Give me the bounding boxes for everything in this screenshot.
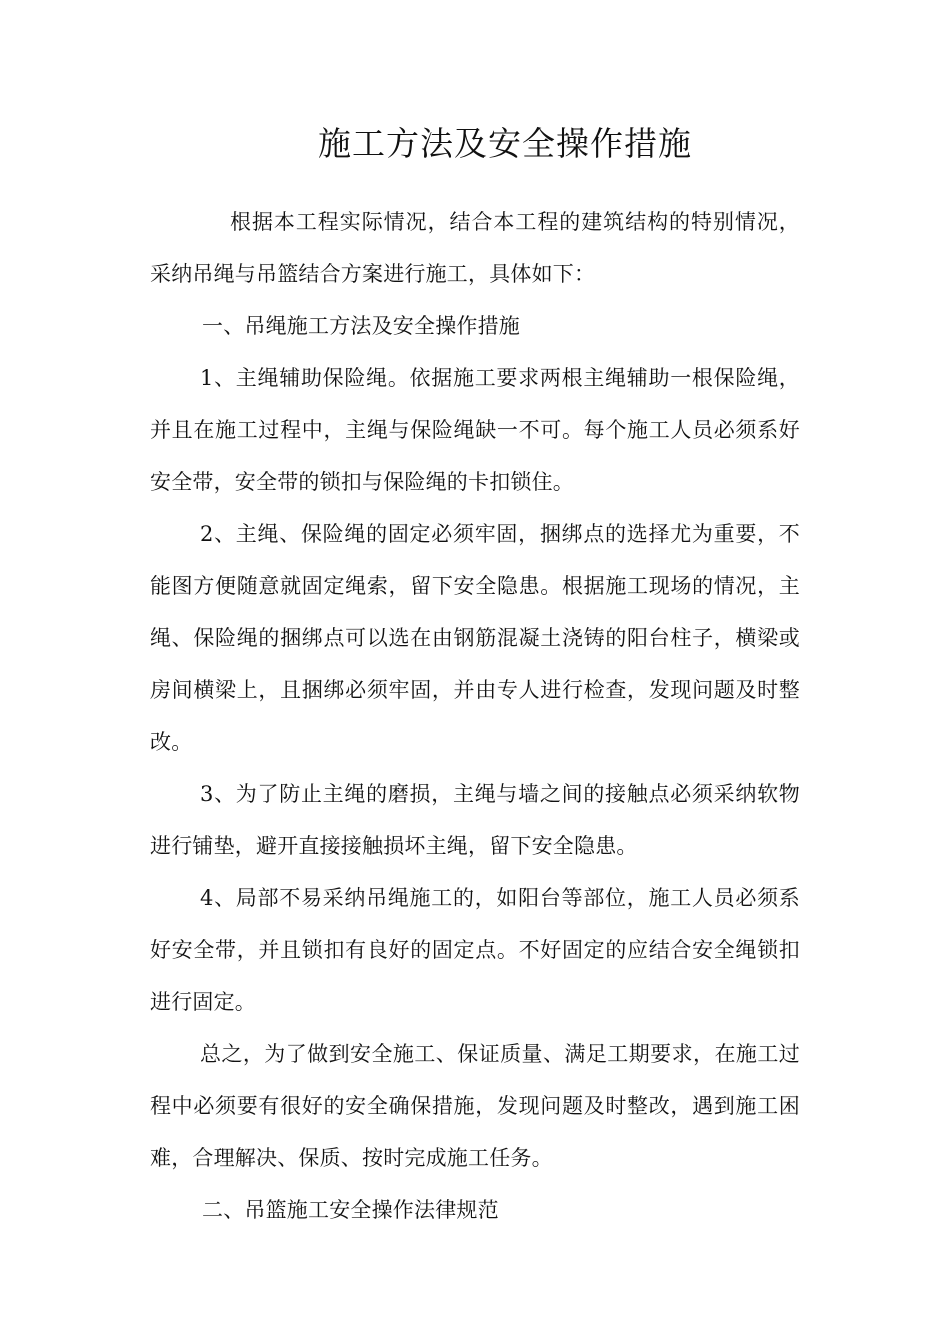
section-heading-1: 一、吊绳施工方法及安全操作措施 bbox=[202, 314, 520, 338]
paragraph-item-4: 4、局部不易采纳吊绳施工的，如阳台等部位，施工人员必须系好安全带，并且锁扣有良好的固定点。不好固定的应结合安全绳锁扣进行固定。 bbox=[150, 886, 800, 1014]
paragraph-intro: 根据本工程实际情况，结合本工程的建筑结构的特别情况，采纳吊绳与吊篮结合方案进行施工，具体如下： bbox=[150, 210, 800, 286]
paragraph-item-1: 1、主绳辅助保险绳。依据施工要求两根主绳辅助一根保险绳，并且在施工过程中，主绳与保险绳缺一不可。每个施工人员必须系好安全带，安全带的锁扣与保险绳的卡扣锁住。 bbox=[150, 366, 800, 494]
paragraph-item-2: 2、主绳、保险绳的固定必须牢固，捆绑点的选择尤为重要，不能图方便随意就固定绳索，留下安全隐患。根据施工现场的情况，主绳、保险绳的捆绑点可以选在由钢筋混凝土浇铸的阳台柱子，横梁或房间横梁上，且捆绑必须牢固，并由专人进行检查，发现问题及时整改。 bbox=[150, 522, 800, 754]
paragraph-item-3: 3、为了防止主绳的磨损，主绳与墙之间的接触点必须采纳软物进行铺垫，避开直接接触损坏主绳，留下安全隐患。 bbox=[150, 782, 800, 858]
paragraph-summary: 总之，为了做到安全施工、保证质量、满足工期要求，在施工过程中必须要有很好的安全确保措施，发现问题及时整改，遇到施工困难，合理解决、保质、按时完成施工任务。 bbox=[150, 1042, 800, 1170]
document-body bbox=[150, 196, 800, 1236]
page-title: 施工方法及安全操作措施 bbox=[318, 124, 692, 163]
section-heading-2: 二、吊篮施工安全操作法律规范 bbox=[202, 1198, 499, 1222]
